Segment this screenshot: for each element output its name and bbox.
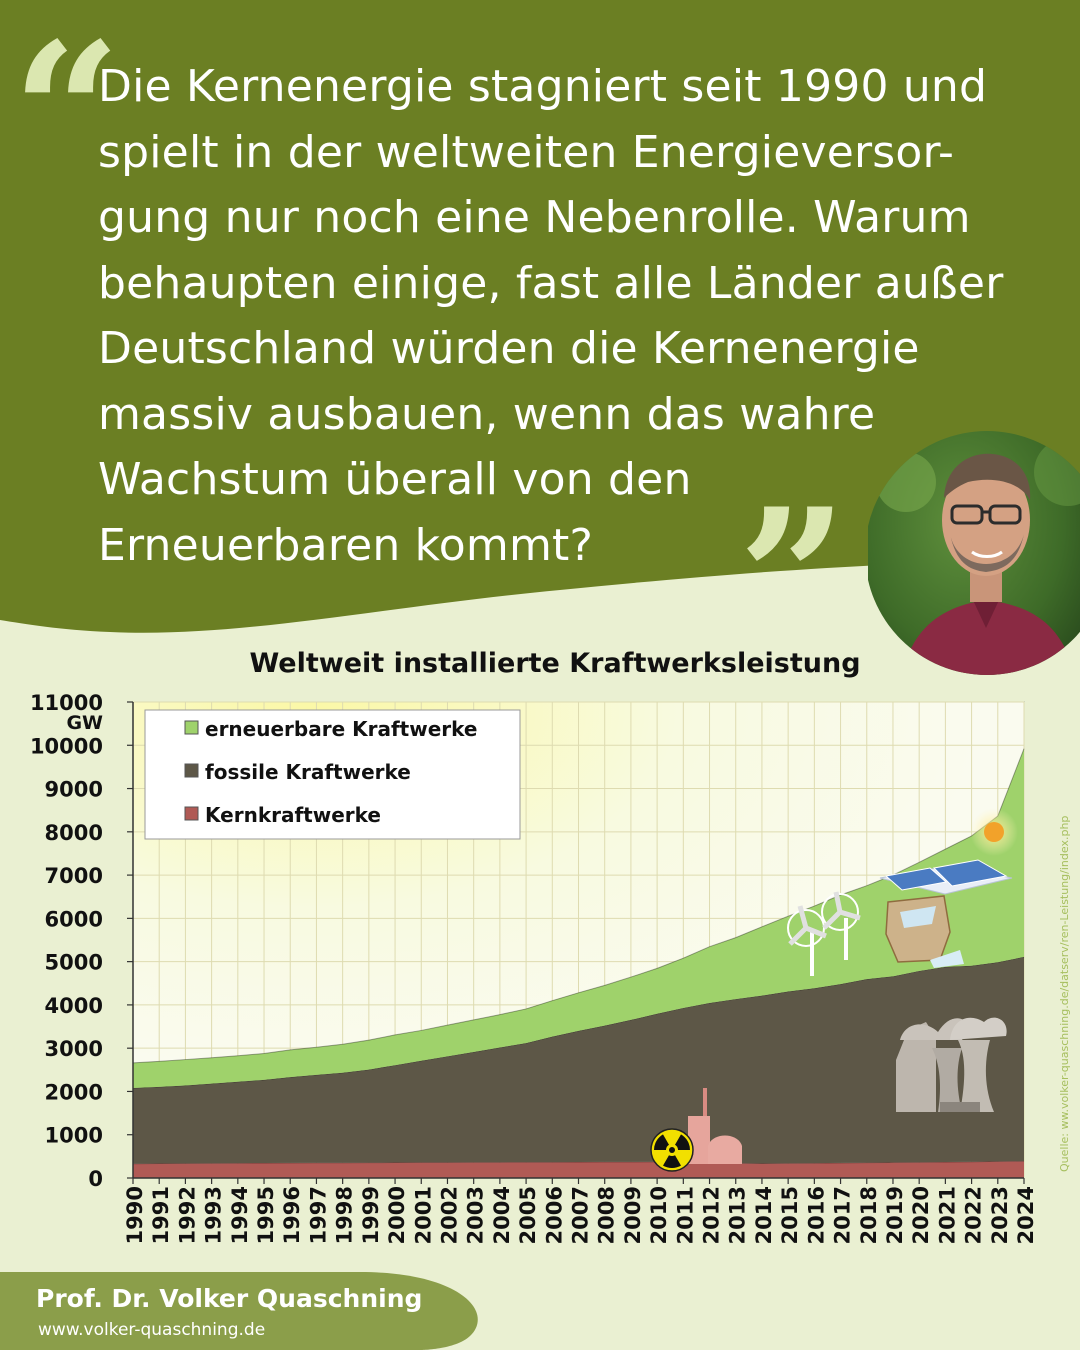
y-tick-label: 6000 [44,907,103,932]
y-tick-label: 7000 [44,864,103,889]
x-tick-label: 2014 [751,1186,776,1245]
x-tick-label: 2006 [542,1186,567,1245]
x-tick-label: 1995 [254,1186,279,1245]
y-tick-label: 5000 [44,950,103,975]
open-quote-mark: “ [12,1,122,224]
quote-line: massiv ausbauen, wenn das wahre [98,388,876,440]
x-tick-label: 2019 [882,1186,907,1245]
y-tick-label: 10000 [29,734,103,759]
y-tick-label: 3000 [44,1037,103,1062]
author-photo [868,402,1080,704]
quote-line: Wachstum überall von den [98,454,692,505]
x-tick-label: 2015 [778,1186,803,1245]
x-tick-label: 1994 [227,1186,252,1245]
x-tick-label: 2012 [699,1186,724,1245]
website-link[interactable]: www.volker-quaschning.de [38,1320,266,1340]
y-unit-label: GW [66,712,103,734]
legend-label: fossile Kraftwerke [205,760,411,784]
quote-line: Deutschland würden die Kernenergie [98,323,920,374]
y-tick-label: 1000 [44,1123,103,1148]
x-tick-label: 1990 [123,1186,147,1245]
x-tick-label: 2001 [411,1186,436,1245]
quote-line: Die Kernenergie stagniert seit 1990 und [98,61,988,112]
x-tick-label: 2022 [961,1186,986,1245]
source-note: Quelle: ww.volker-quaschning.de/datserv/ren-Leistung/index.php [1058,815,1071,1172]
legend [145,710,520,839]
legend-label: erneuerbare Kraftwerke [205,717,478,741]
x-tick-label: 1993 [201,1186,226,1245]
x-tick-label: 2021 [935,1186,960,1245]
x-tick-label: 2002 [437,1186,462,1245]
x-tick-label: 2023 [987,1186,1012,1245]
quote-line: spielt in der weltweiten Energieversor- [98,126,955,178]
x-tick-label: 1997 [306,1186,331,1245]
y-tick-label: 8000 [44,820,103,845]
x-tick-label: 1992 [175,1186,200,1245]
sun-icon [970,808,1018,856]
x-tick-label: 2024 [1014,1186,1038,1245]
legend-swatch [185,764,198,777]
y-tick-label: 9000 [44,777,103,802]
x-tick-label: 2008 [594,1186,619,1245]
x-tick-label: 2003 [463,1186,488,1245]
x-tick-label: 2020 [909,1186,934,1245]
x-tick-label: 2005 [516,1186,541,1245]
series-area-kernkraftwerke [133,1161,1024,1178]
x-tick-label: 2007 [568,1186,593,1245]
y-tick-label: 4000 [44,993,103,1018]
x-tick-label: 2017 [830,1186,855,1245]
quote-line: Erneuerbaren kommt? [98,519,594,571]
x-tick-label: 1991 [149,1186,174,1245]
y-tick-label: 11000 [29,691,103,715]
x-tick-label: 2000 [385,1186,410,1245]
chart-title: Weltweit installierte Kraftwerksleistung [249,648,861,679]
legend-swatch [185,807,198,820]
x-tick-label: 1998 [332,1186,357,1245]
x-tick-label: 1999 [358,1186,383,1245]
legend-label: Kernkraftwerke [205,803,381,827]
legend-swatch [185,721,198,734]
close-quote-mark: ” [738,467,848,690]
y-tick-label: 2000 [44,1080,103,1105]
x-tick-label: 2018 [856,1186,881,1245]
x-tick-label: 2010 [647,1186,672,1245]
author-name: Prof. Dr. Volker Quaschning [36,1284,423,1313]
quote-line: behaupten einige, fast alle Länder außer [98,257,1004,309]
x-tick-label: 2011 [673,1186,698,1245]
y-tick-label: 0 [88,1167,103,1191]
x-tick-label: 2016 [804,1186,829,1245]
x-tick-label: 2004 [489,1186,514,1245]
x-tick-label: 1996 [280,1186,305,1245]
x-tick-label: 2013 [725,1186,750,1245]
quote-line: gung nur noch eine Nebenrolle. Warum [98,192,971,243]
x-tick-label: 2009 [620,1186,645,1245]
